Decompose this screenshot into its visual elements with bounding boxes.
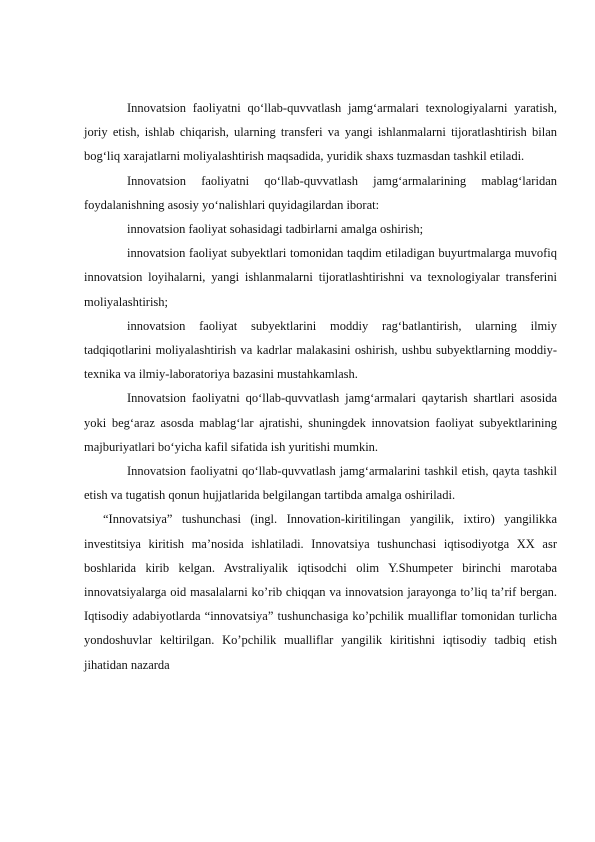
paragraph-innovation-concept: “Innovatsiya” tushunchasi (ingl. Innovation-kiritilingan yangilik, ixtiro) yangilikka investitsiya kiritish ma’nosida ishlatiladi. Innovatsiya tushunchasi iqtisodiyotga XX asr boshlarida kirib kelgan. Avstraliyalik iqtisodchi olim Y.Shumpeter birinchi marotaba innovatsiyalarga oid masalalarni ko’rib chiqqan va innovatsion jarayonga to’liq ta’rif bergan. Iqtisodiy adabiyotlarda “innovatsiya” tushunchasiga ko’pchilik mualliflar tomonidan turlicha yondoshuvlar keltirilgan. Ko’pchilik mualliflar yangilik kiritishni iqtisodiy tadbiq etish jihatidan nazarda [84, 512, 557, 672]
paragraph-fund-purpose: Innovatsion faoliyatni qo‘llab-quvvatlash jamg‘armalari texnologiyalarni yaratish, joriy etish, ishlab chiqarish, ularning transferi va yangi ishlanmalarni tijoratlashtirish bilan bog‘liq xarajatlarni moliyalashtirish maqsadida, yuridik shaxs tuzmasdan tashkil etiladi. [84, 101, 557, 164]
document-page [84, 96, 557, 677]
paragraph-fund-directions: Innovatsion faoliyatni qo‘llab-quvvatlash jamg‘armalarining mablag‘laridan foydalanishning asosiy yo‘nalishlari quyidagilardan iborat: [84, 173, 557, 212]
list-item-financing: innovatsion faoliyat subyektlari tomonidan taqdim etiladigan buyurtmalarga muvofiq innovatsion loyihalarni, yangi ishlanmalarni tijoratlashtirishni va texnologiyalar transferini moliyalashtirish; [84, 246, 557, 309]
paragraph-fund-allocation: Innovatsion faoliyatni qo‘llab-quvvatlash jamg‘armalari qaytarish shartlari asosida yoki beg‘araz asosda mablag‘lar ajratishi, shuningdek innovatsion faoliyat subyektlarining majburiyatlari bo‘yicha kafil sifatida ish yuritishi mumkin. [84, 391, 557, 454]
paragraph-fund-organization: Innovatsion faoliyatni qo‘llab-quvvatlash jamg‘armalarini tashkil etish, qayta tashkil etish va tugatish qonun hujjatlarida belgilangan tartibda amalga oshiriladi. [84, 464, 557, 503]
list-item-activities: innovatsion faoliyat sohasidagi tadbirlarni amalga oshirish; [127, 222, 424, 237]
list-item-incentives: innovatsion faoliyat subyektlarini moddiy rag‘batlantirish, ularning ilmiy tadqiqotlarini moliyalashtirish va kadrlar malakasini oshirish, ushbu subyektlarning moddiy-texnika va ilmiy-laboratoriya bazasini mustahkamlash. [84, 318, 557, 382]
